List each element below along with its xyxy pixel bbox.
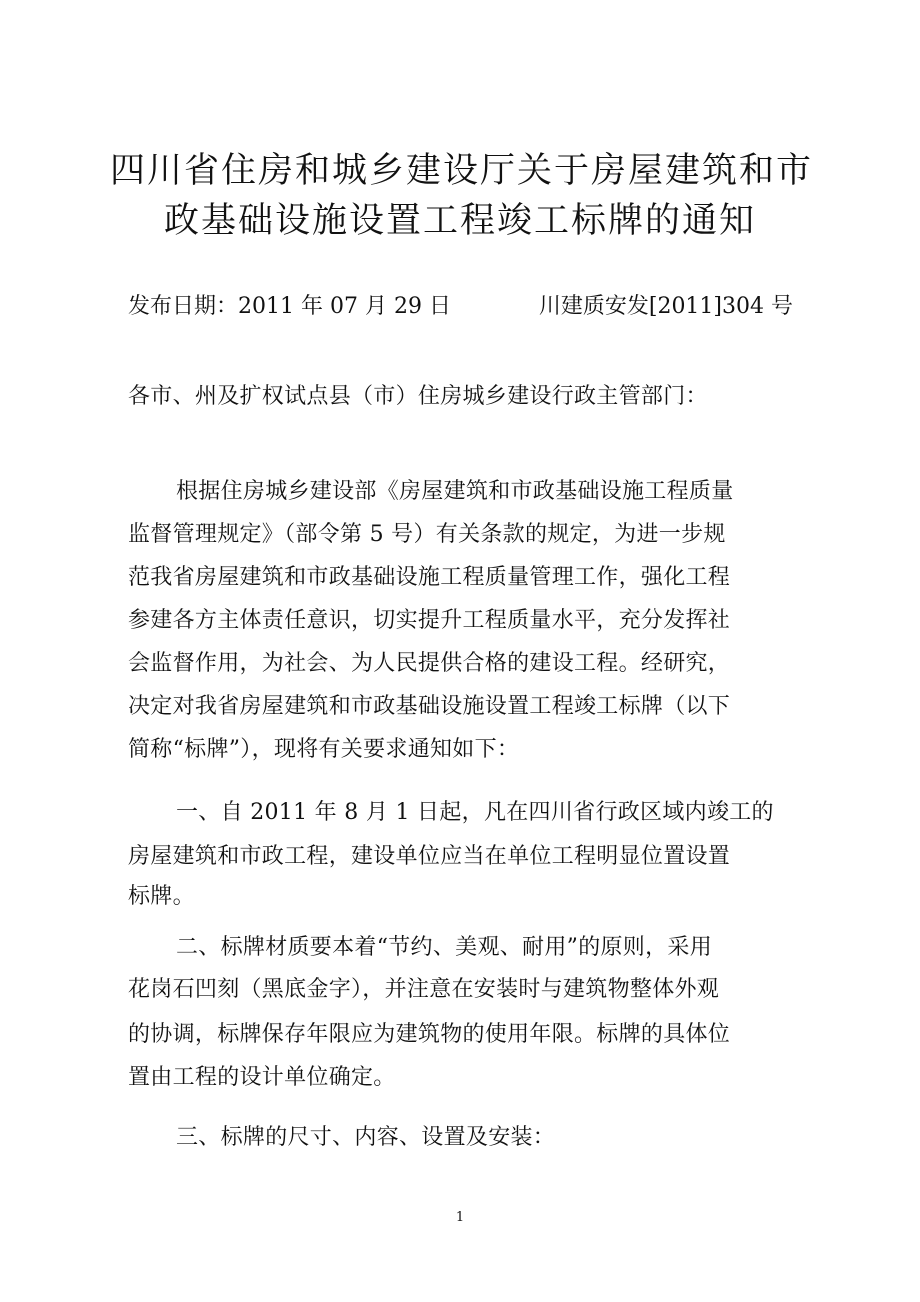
body-line: 监督管理规定》（部令第 5 号）有关条款的规定，为进一步规 (128, 522, 726, 547)
body-line: 会监督作用，为社会、为人民提供合格的建设工程。经研究， (128, 651, 731, 676)
section-two-line: 花岗石凹刻（黑底金字），并注意在安装时与建筑物整体外观 (128, 977, 720, 1002)
document-number: 川建质安发[2011]304 号 (538, 294, 793, 319)
page-number: 1 (455, 1210, 465, 1225)
body-line: 范我省房屋建筑和市政基础设施工程质量管理工作，强化工程 (128, 565, 731, 590)
section-one-line: 房屋建筑和市政工程，建设单位应当在单位工程明显位置设置 (128, 844, 731, 869)
section-two-line: 置由工程的设计单位确定。 (128, 1065, 396, 1090)
section-one-line: 标牌。 (128, 884, 195, 909)
section-three-heading: 三、标牌的尺寸、内容、设置及安装： (176, 1125, 556, 1150)
body-line: 简称“标牌”），现将有关要求通知如下： (128, 737, 520, 762)
publish-date: 发布日期：2011 年 07 月 29 日 (128, 294, 451, 319)
section-two-line: 二、标牌材质要本着“节约、美观、耐用”的原则，采用 (176, 935, 712, 960)
document-title-line-2: 政基础设施设置工程竣工标牌的通知 (163, 201, 756, 241)
addressee: 各市、州及扩权试点县（市）住房城乡建设行政主管部门： (128, 384, 708, 409)
body-line: 决定对我省房屋建筑和市政基础设施设置工程竣工标牌（以下 (128, 694, 731, 719)
section-two-line: 的协调，标牌保存年限应为建筑物的使用年限。标牌的具体位 (128, 1022, 731, 1047)
body-line: 参建各方主体责任意识，切实提升工程质量水平，充分发挥社 (128, 608, 731, 633)
section-one-line: 一、自 2011 年 8 月 1 日起，凡在四川省行政区域内竣工的 (176, 800, 774, 825)
document-meta (128, 289, 793, 325)
body-line: 根据住房城乡建设部《房屋建筑和市政基础设施工程质量 (176, 479, 734, 504)
document-title-line-1: 四川省住房和城乡建设厅关于房屋建筑和市 (110, 151, 814, 191)
